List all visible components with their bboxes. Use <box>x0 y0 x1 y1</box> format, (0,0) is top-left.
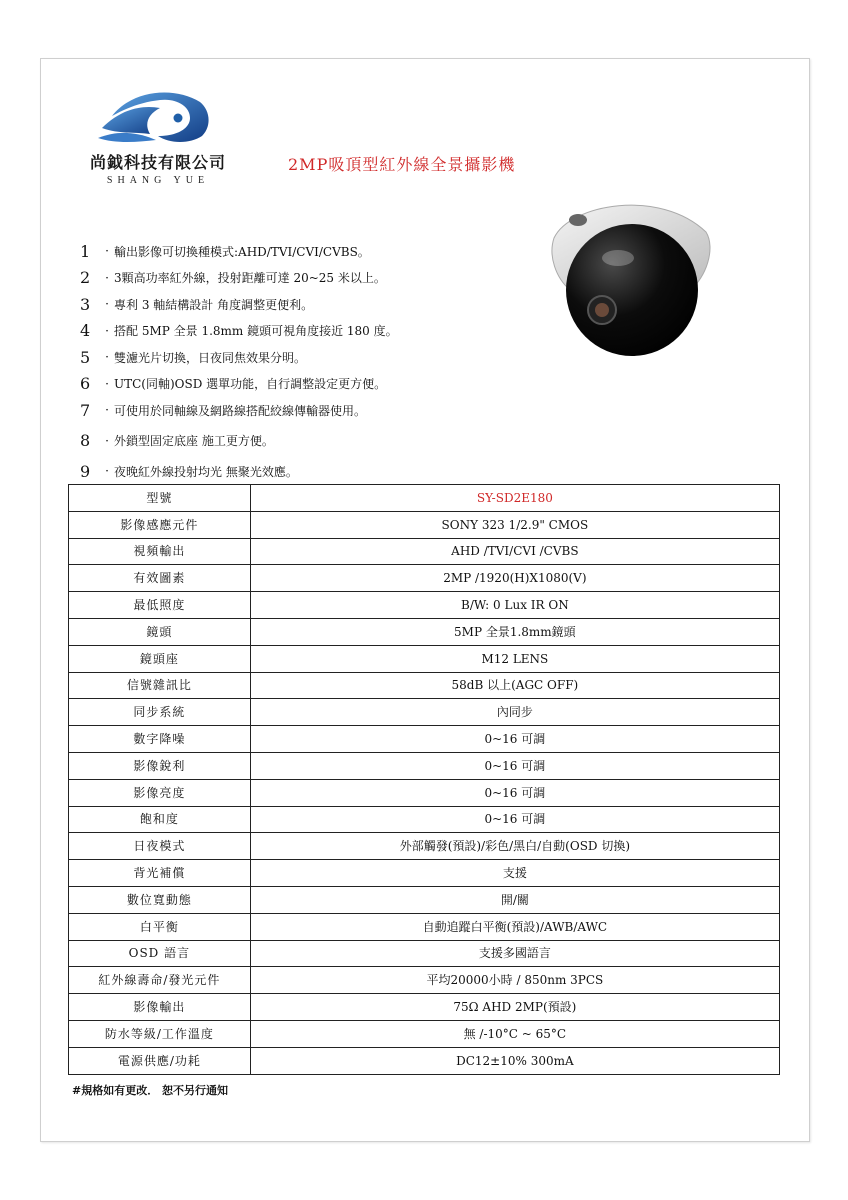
feature-item: 4 · 搭配 5MP 全景 1.8mm 鏡頭可視角度接近 180 度。 <box>80 321 398 341</box>
feature-item: 3 · 專利 3 軸結構設計 角度調整更便利。 <box>80 294 314 314</box>
table-row <box>69 994 780 1021</box>
table-row <box>69 1020 780 1047</box>
table-row <box>69 940 780 967</box>
table-row <box>69 538 780 565</box>
feature-item: 5 · 雙濾光片切換，日夜同焦效果分明。 <box>80 347 307 367</box>
spec-label: 最低照度 <box>69 592 251 619</box>
table-row <box>69 779 780 806</box>
spec-value: 5MP 全景1.8mm鏡頭 <box>250 618 779 645</box>
spec-label: 同步系統 <box>69 699 251 726</box>
feature-item: 8 · 外鎖型固定底座 施工更方便。 <box>80 431 274 451</box>
table-row <box>69 752 780 779</box>
table-row <box>69 592 780 619</box>
table-row <box>69 672 780 699</box>
table-row <box>69 699 780 726</box>
spec-value: 自動追蹤白平衡(預設)/AWB/AWC <box>250 913 779 940</box>
company-name-en: SHANG YUE <box>106 175 210 186</box>
spec-value: 無 /-10°C ~ 65°C <box>250 1020 779 1047</box>
feature-item: 6 · UTC(同軸)OSD 選單功能，自行調整設定更方便。 <box>80 374 387 394</box>
product-title: 2MP吸頂型紅外線全景攝影機 <box>288 155 516 174</box>
company-logo <box>78 82 238 192</box>
spec-label: 影像輸出 <box>69 994 251 1021</box>
spec-value: SY-SD2E180 <box>250 485 779 512</box>
spec-label: 日夜模式 <box>69 833 251 860</box>
table-row <box>69 485 780 512</box>
spec-value: 0~16 可調 <box>250 752 779 779</box>
table-row <box>69 967 780 994</box>
feature-item: 9 · 夜晚紅外線投射均光 無聚光效應。 <box>80 461 298 481</box>
table-row <box>69 511 780 538</box>
spec-value: B/W: 0 Lux IR ON <box>250 592 779 619</box>
spec-label: 鏡頭 <box>69 618 251 645</box>
feature-item: 1 · 輸出影像可切換種模式:AHD/TVI/CVI/CVBS。 <box>80 241 370 261</box>
spec-label: 影像亮度 <box>69 779 251 806</box>
spec-value: 內同步 <box>250 699 779 726</box>
feature-list <box>80 238 540 485</box>
spec-label: 鏡頭座 <box>69 645 251 672</box>
table-row <box>69 833 780 860</box>
spec-value: AHD /TVI/CVI /CVBS <box>250 538 779 565</box>
table-row <box>69 645 780 672</box>
spec-value: 支援多國語言 <box>250 940 779 967</box>
company-name: 尚鉞科技有限公司 <box>89 153 226 172</box>
spec-value: 2MP /1920(H)X1080(V) <box>250 565 779 592</box>
table-row <box>69 565 780 592</box>
table-row <box>69 618 780 645</box>
spec-label: 影像感應元件 <box>69 511 251 538</box>
disclaimer-note: #規格如有更改． 恕不另行通知 <box>72 1084 229 1097</box>
spec-label: 視頻輸出 <box>69 538 251 565</box>
spec-value: 75Ω AHD 2MP(預設) <box>250 994 779 1021</box>
spec-label: 防水等級/工作溫度 <box>69 1020 251 1047</box>
spec-label: 數位寬動態 <box>69 886 251 913</box>
spec-value: 0~16 可調 <box>250 806 779 833</box>
spec-value: SONY 323 1/2.9" CMOS <box>250 511 779 538</box>
table-row <box>69 913 780 940</box>
spec-value: 平均20000小時 / 850nm 3PCS <box>250 967 779 994</box>
spec-value: 58dB 以上(AGC OFF) <box>250 672 779 699</box>
spec-label: 信號雜訊比 <box>69 672 251 699</box>
camera-photo <box>540 186 720 366</box>
spec-label: 紅外線壽命/發光元件 <box>69 967 251 994</box>
spec-label: OSD 語言 <box>69 940 251 967</box>
spec-value: DC12±10% 300mA <box>250 1047 779 1074</box>
spec-value: M12 LENS <box>250 645 779 672</box>
spec-table <box>68 484 780 1075</box>
feature-item: 2 · 3顆高功率紅外線，投射距離可達 20~25 米以上。 <box>80 268 386 288</box>
spec-label: 影像銳利 <box>69 752 251 779</box>
spec-value: 開/關 <box>250 886 779 913</box>
spec-value: 支援 <box>250 860 779 887</box>
spec-label: 白平衡 <box>69 913 251 940</box>
spec-value: 0~16 可調 <box>250 726 779 753</box>
spec-label: 飽和度 <box>69 806 251 833</box>
dome-camera-icon <box>540 186 720 366</box>
spec-label: 電源供應/功耗 <box>69 1047 251 1074</box>
spec-label: 有效圖素 <box>69 565 251 592</box>
table-row <box>69 806 780 833</box>
feature-item: 7 · 可使用於同軸線及網路線搭配絞線傳輸器使用。 <box>80 400 367 420</box>
table-row <box>69 886 780 913</box>
spec-value: 外部觸發(預設)/彩色/黑白/自動(OSD 切換) <box>250 833 779 860</box>
table-row <box>69 1047 780 1074</box>
table-row <box>69 726 780 753</box>
spec-value: 0~16 可調 <box>250 779 779 806</box>
spec-label: 型號 <box>69 485 251 512</box>
spec-label: 數字降噪 <box>69 726 251 753</box>
spec-label: 背光補償 <box>69 860 251 887</box>
table-row <box>69 860 780 887</box>
wave-logo-icon <box>98 82 218 148</box>
